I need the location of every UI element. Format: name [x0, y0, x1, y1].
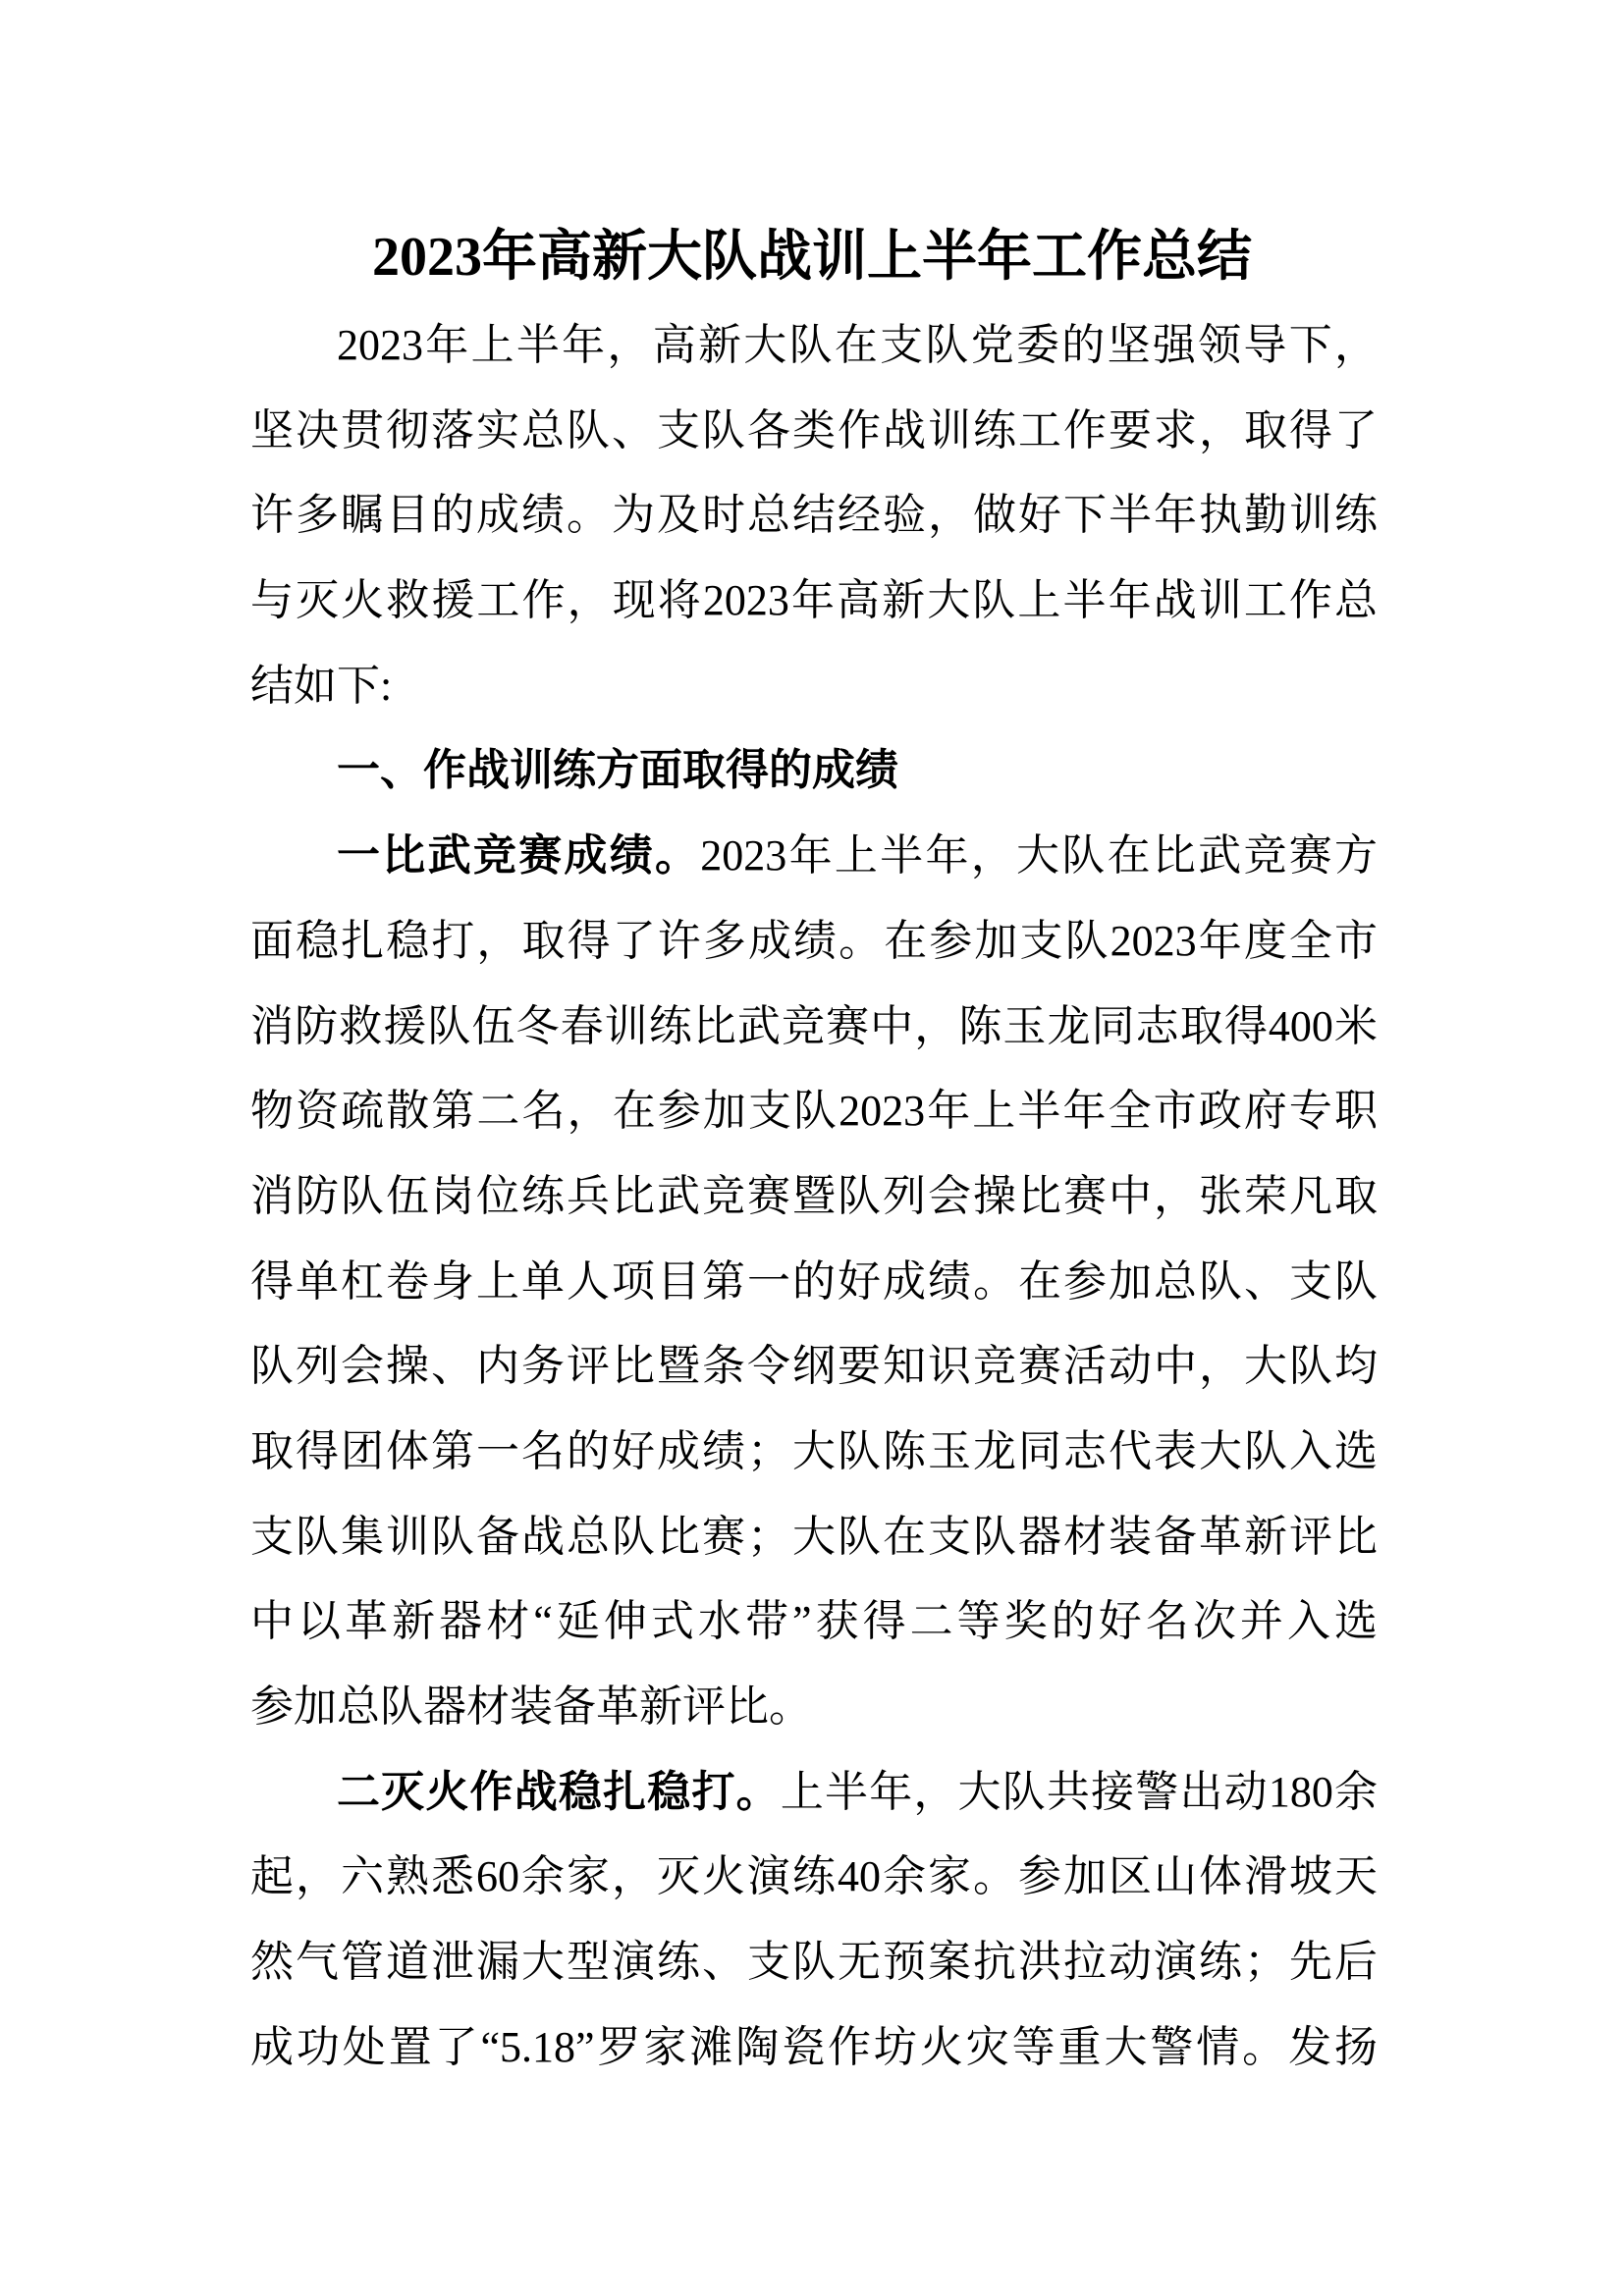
- section-heading: [250, 728, 1378, 814]
- paragraph-line: [250, 559, 1378, 644]
- paragraph-line: [250, 644, 1378, 729]
- line-text: 结如下:: [250, 661, 393, 710]
- line-text: 参加总队器材装备革新评比。: [250, 1682, 812, 1731]
- paragraph-line: [250, 985, 1378, 1070]
- line-text: 物资疏散第二名，在参加支队2023年上半年全市政府专职: [250, 1087, 1378, 1136]
- line-text: 成功处置了“5.18”罗家滩陶瓷作坊火灾等重大警情。发扬: [250, 2022, 1378, 2071]
- document-title: 2023年高新大队战训上半年工作总结: [372, 227, 1252, 288]
- line-text: 消防队伍岗位练兵比武竞赛暨队列会操比赛中，张荣凡取: [250, 1171, 1378, 1220]
- paragraph-line: [250, 899, 1378, 985]
- paragraph-line: [250, 1835, 1378, 1920]
- paragraph-lead: 一比武竞赛成绩。: [337, 831, 701, 881]
- line-text: 许多瞩目的成绩。为及时总结经验，做好下半年执勤训练: [250, 491, 1378, 540]
- line-text: 与灭火救援工作，现将2023年高新大队上半年战训工作总: [250, 576, 1378, 625]
- paragraph-line: [250, 303, 1378, 389]
- line-text: 2023年上半年，大队在比武竞赛方: [700, 831, 1379, 881]
- document-body: [250, 303, 1378, 2090]
- line-text: 然气管道泄漏大型演练、支队无预案抗洪拉动演练；先后: [250, 1938, 1378, 1987]
- paragraph-line: [250, 389, 1378, 474]
- paragraph-line: [250, 1324, 1378, 1410]
- line-text: 得单杠卷身上单人项目第一的好成绩。在参加总队、支队: [250, 1256, 1378, 1306]
- paragraph-line: [250, 1410, 1378, 1495]
- paragraph-line: [250, 1495, 1378, 1580]
- paragraph-line: [250, 1579, 1378, 1665]
- paragraph-line: [250, 1069, 1378, 1154]
- line-text: 2023年上半年，高新大队在支队党委的坚强领导下，: [337, 321, 1378, 369]
- paragraph-line: [250, 2005, 1378, 2091]
- line-text: 坚决贯彻落实总队、支队各类作战训练工作要求，取得了: [250, 405, 1378, 454]
- paragraph-line: [250, 1240, 1378, 1325]
- paragraph-line: [250, 1154, 1378, 1240]
- line-text: 支队集训队备战总队比赛；大队在支队器材装备革新评比: [250, 1512, 1378, 1561]
- line-text: 上半年，大队共接警出动180余: [780, 1767, 1379, 1816]
- paragraph-line: [250, 1665, 1378, 1750]
- paragraph-line: [250, 473, 1378, 559]
- line-text: 面稳扎稳打，取得了许多成绩。在参加支队2023年度全市: [250, 916, 1378, 965]
- line-text: 一、作战训练方面取得的成绩: [337, 746, 898, 795]
- line-text: 起，六熟悉60余家，灭火演练40余家。参加区山体滑坡天: [250, 1852, 1378, 1901]
- paragraph-line: [250, 814, 1378, 899]
- paragraph-line: [250, 1750, 1378, 1836]
- paragraph-line: [250, 1920, 1378, 2005]
- line-text: 取得团体第一名的好成绩；大队陈玉龙同志代表大队入选: [250, 1426, 1378, 1475]
- line-text: 消防救援队伍冬春训练比武竞赛中，陈玉龙同志取得400米: [250, 1001, 1378, 1050]
- paragraph-lead: 二灭火作战稳扎稳打。: [337, 1767, 781, 1816]
- line-text: 中以革新器材“延伸式水带”获得二等奖的好名次并入选: [250, 1597, 1378, 1646]
- line-text: 队列会操、内务评比暨条令纲要知识竞赛活动中，大队均: [250, 1342, 1378, 1391]
